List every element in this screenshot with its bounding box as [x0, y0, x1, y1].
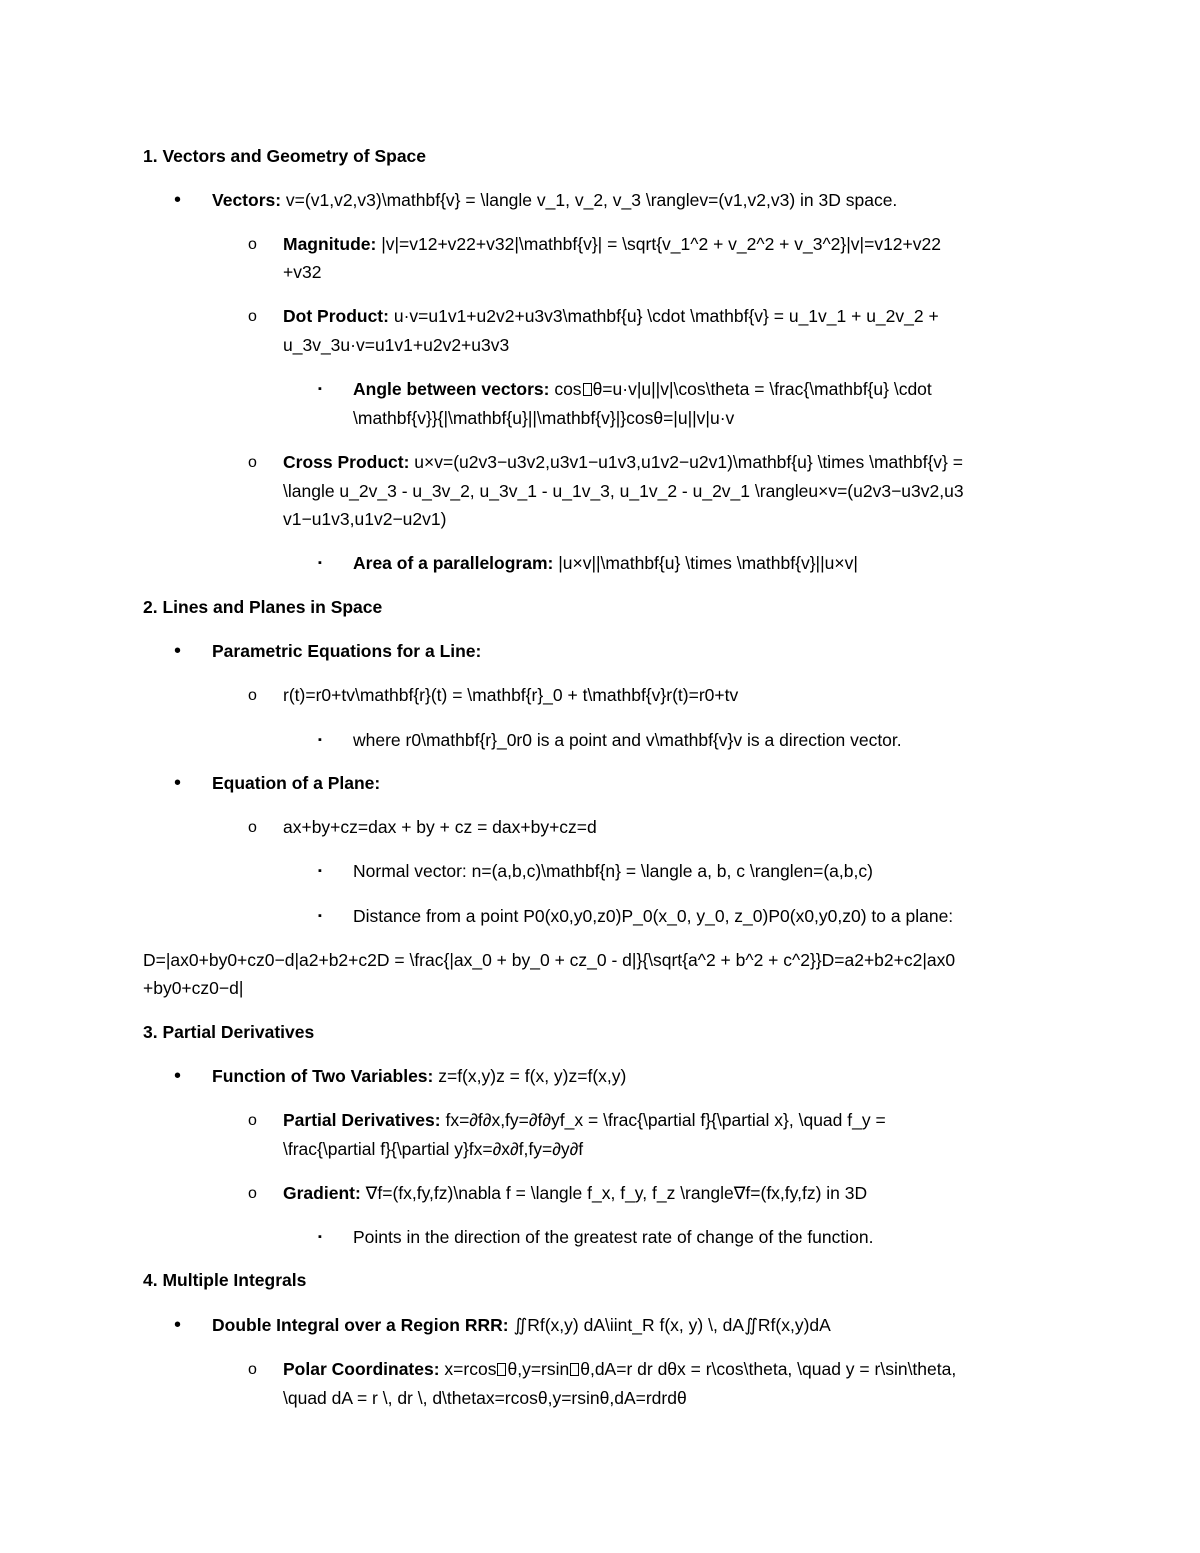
- distance-formula: D=|ax0+by0+cz0−d|a2+b2+c2D = \frac{|ax_0 + by_0 + cz_0 - d|}{\sqrt{a^2 + b^2 + c^2}}D=a2+b2+c2|ax0: [143, 950, 956, 970]
- partials-text: fx=∂f∂x,fy=∂f∂yf_x = \frac{\partial f}{\partial x}, \quad f_y =: [440, 1110, 886, 1130]
- polar-text-c: θ,dA=r dr dθx = r\cos\theta, \quad y = r\sin\theta,: [580, 1359, 957, 1379]
- bullet-square: ▪: [318, 865, 322, 877]
- angle-text-b: θ=u·v|u||v|\cos\theta = \frac{\mathbf{u} \cdot: [592, 379, 932, 399]
- bullet-circle: o: [248, 308, 257, 325]
- partials-label: Partial Derivatives:: [283, 1110, 441, 1130]
- angle-text-a: cos: [549, 379, 582, 399]
- function-item: [212, 1064, 626, 1088]
- plane-equation-label: Equation of a Plane:: [212, 773, 381, 793]
- bullet-square: ▪: [318, 910, 322, 922]
- function-text: z=f(x,y)z = f(x, y)z=f(x,y): [433, 1066, 627, 1086]
- bullet-disc: •: [174, 1314, 182, 1336]
- partials-text-cont: \frac{\partial f}{\partial y}fx=∂x∂f,fy=∂y∂f: [283, 1139, 584, 1159]
- gradient-item: [283, 1181, 867, 1205]
- bullet-circle: o: [248, 1361, 257, 1378]
- bullet-square: ▪: [318, 734, 322, 746]
- missing-glyph-icon: [497, 1363, 506, 1376]
- bullet-disc: •: [174, 772, 182, 794]
- cross-product-text: u×v=(u2v3−u3v2,u3v1−u1v3,u1v2−u2v1)\mathbf{u} \times \mathbf{v} =: [409, 452, 963, 472]
- gradient-points-text: Points in the direction of the greatest rate of change of the function.: [353, 1227, 874, 1247]
- gradient-text: ∇f=(fx,fy,fz)\nabla f = \langle f_x, f_y, f_z \rangle∇f=(fx,fy,fz) in 3D: [360, 1183, 868, 1203]
- bullet-square: ▪: [318, 557, 322, 569]
- magnitude-item: [283, 232, 941, 256]
- bullet-disc: •: [174, 640, 182, 662]
- missing-glyph-icon: [570, 1363, 579, 1376]
- magnitude-text-cont: +v32: [283, 262, 322, 282]
- line-equation: r(t)=r0+tv\mathbf{r}(t) = \mathbf{r}_0 + t\mathbf{v}r(t)=r0+tv: [283, 685, 739, 705]
- cross-product-text-cont2: v1−u1v3,u1v2−u2v1): [283, 509, 447, 529]
- bullet-square: ▪: [318, 383, 322, 395]
- vectors-text: v=(v1,v2,v3)\mathbf{v} = \langle v_1, v_2, v_3 \ranglev=(v1,v2,v3) in 3D space.: [281, 190, 898, 210]
- magnitude-text: |v|=v12+v22+v32|\mathbf{v}| = \sqrt{v_1^2 + v_2^2 + v_3^2}|v|=v12+v22: [376, 234, 941, 254]
- area-text: |u×v||\mathbf{u} \times \mathbf{v}||u×v|: [553, 553, 858, 573]
- dot-product-label: Dot Product:: [283, 306, 389, 326]
- bullet-square: ▪: [318, 1231, 322, 1243]
- bullet-circle: o: [248, 236, 257, 253]
- cross-product-label: Cross Product:: [283, 452, 410, 472]
- vectors-item: [212, 188, 897, 212]
- polar-label: Polar Coordinates:: [283, 1359, 440, 1379]
- missing-glyph-icon: [583, 383, 592, 396]
- polar-text-cont: \quad dA = r \, dr \, d\thetax=rcosθ,y=rsinθ,dA=rdrdθ: [283, 1388, 687, 1408]
- section-4-heading: 4. Multiple Integrals: [143, 1270, 307, 1290]
- partials-item: [283, 1108, 886, 1132]
- distance-formula-cont: +by0+cz0−d|: [143, 978, 244, 998]
- section-1-heading: 1. Vectors and Geometry of Space: [143, 146, 427, 166]
- dot-product-text: u·v=u1v1+u2v2+u3v3\mathbf{u} \cdot \mathbf{v} = u_1v_1 + u_2v_2 +: [388, 306, 939, 326]
- distance-text: Distance from a point P0(x0,y0,z0)P_0(x_0, y_0, z_0)P0(x0,y0,z0) to a plane:: [353, 906, 954, 926]
- bullet-disc: •: [174, 1065, 182, 1087]
- section-3-heading: 3. Partial Derivatives: [143, 1022, 315, 1042]
- double-integral-item: [212, 1313, 831, 1337]
- magnitude-label: Magnitude:: [283, 234, 377, 254]
- angle-label: Angle between vectors:: [353, 379, 550, 399]
- polar-text-b: θ,y=rsin: [507, 1359, 570, 1379]
- parametric-line-label: Parametric Equations for a Line:: [212, 641, 482, 661]
- bullet-circle: o: [248, 687, 257, 704]
- bullet-circle: o: [248, 1112, 257, 1129]
- area-item: [353, 551, 858, 575]
- polar-item: [283, 1357, 956, 1381]
- bullet-disc: •: [174, 189, 182, 211]
- cross-product-text-cont: \langle u_2v_3 - u_3v_2, u_3v_1 - u_1v_3, u_1v_2 - u_2v_1 \rangleu×v=(u2v3−u3v2,u3: [283, 481, 964, 501]
- dot-product-text-cont: u_3v_3u·v=u1v1+u2v2+u3v3: [283, 335, 510, 355]
- gradient-label: Gradient:: [283, 1183, 361, 1203]
- function-label: Function of Two Variables:: [212, 1066, 434, 1086]
- dot-product-item: [283, 304, 939, 328]
- normal-vector-text: Normal vector: n=(a,b,c)\mathbf{n} = \langle a, b, c \ranglen=(a,b,c): [353, 861, 873, 881]
- area-label: Area of a parallelogram:: [353, 553, 554, 573]
- bullet-circle: o: [248, 1185, 257, 1202]
- section-2-heading: 2. Lines and Planes in Space: [143, 597, 383, 617]
- angle-item: [353, 377, 932, 401]
- bullet-circle: o: [248, 819, 257, 836]
- vectors-label: Vectors:: [212, 190, 282, 210]
- bullet-circle: o: [248, 454, 257, 471]
- double-integral-label: Double Integral over a Region RRR:: [212, 1315, 509, 1335]
- double-integral-text: ∬Rf(x,y) dA\iint_R f(x, y) \, dA∬Rf(x,y)dA: [508, 1315, 831, 1335]
- cross-product-item: [283, 450, 963, 474]
- polar-text-a: x=rcos: [439, 1359, 497, 1379]
- line-where-text: where r0\mathbf{r}_0r0 is a point and v\mathbf{v}v is a direction vector.: [353, 730, 902, 750]
- plane-equation: ax+by+cz=dax + by + cz = dax+by+cz=d: [283, 817, 597, 837]
- angle-text-cont: \mathbf{v}}{|\mathbf{u}||\mathbf{v}|}cosθ=|u||v|u·v: [353, 408, 735, 428]
